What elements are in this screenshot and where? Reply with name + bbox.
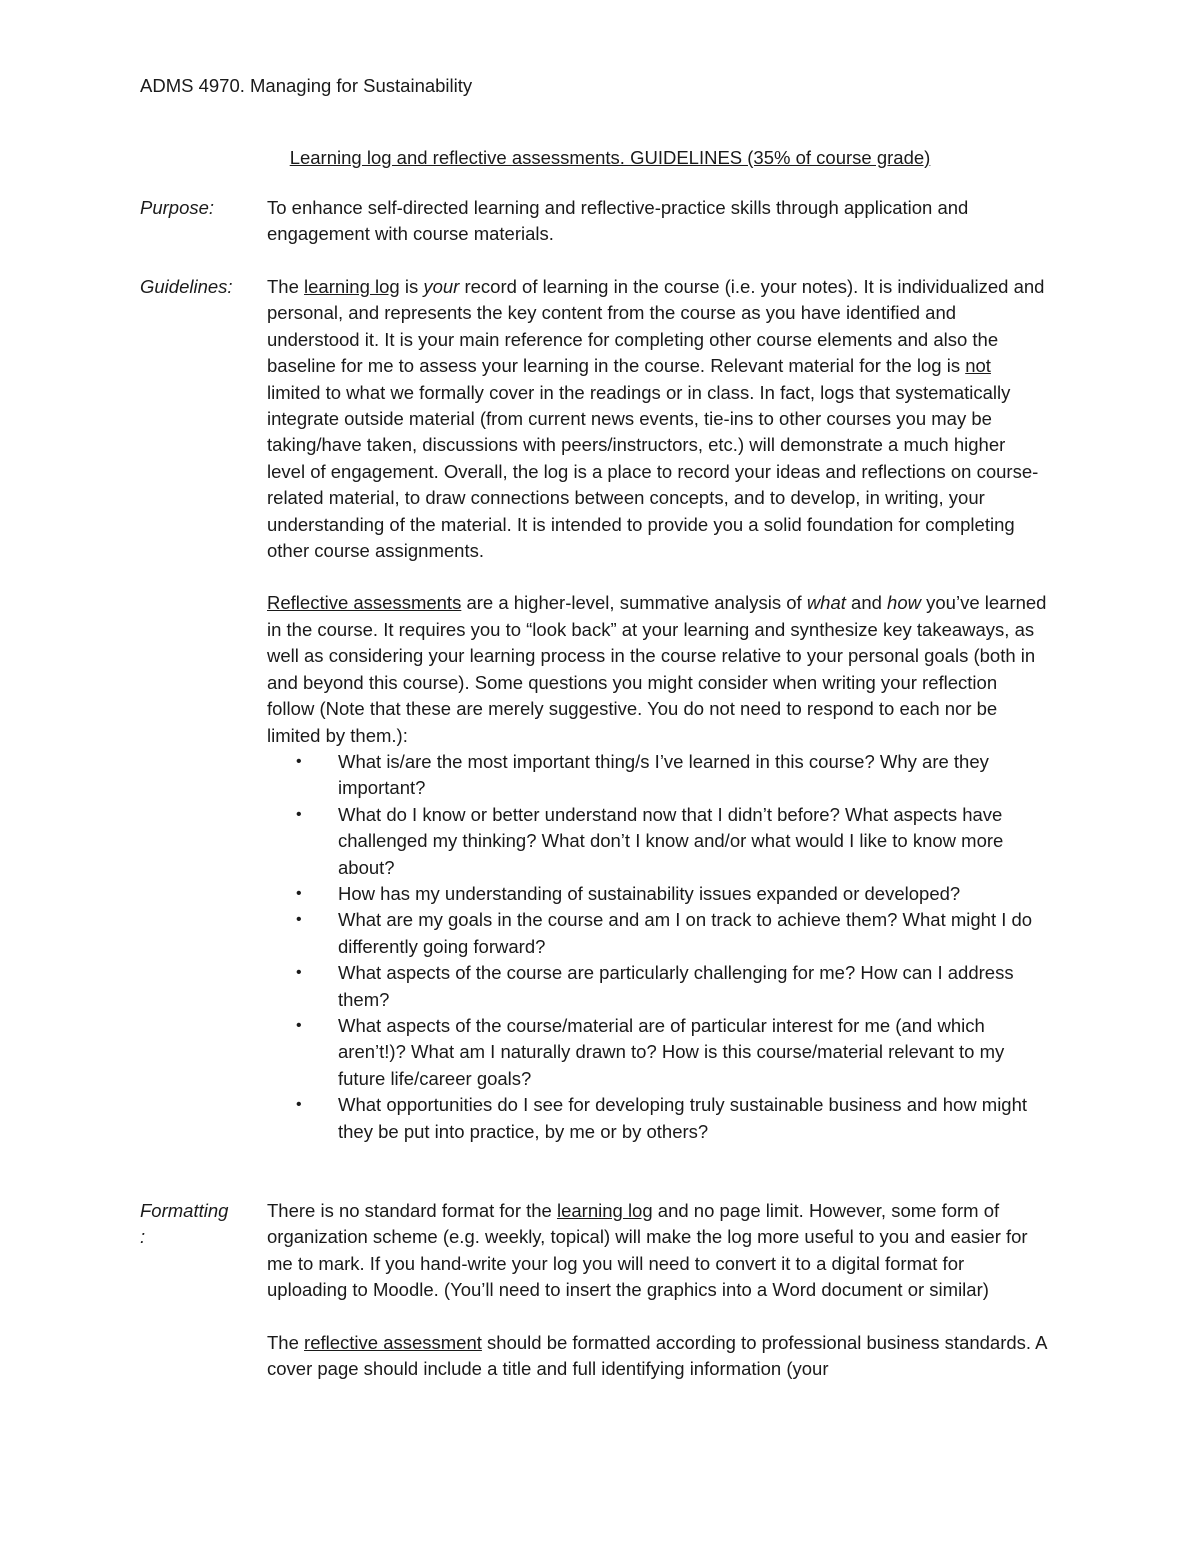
learning-log-term: learning log bbox=[304, 276, 400, 297]
reflection-questions-list bbox=[267, 749, 1047, 1145]
bullet-icon: • bbox=[296, 752, 302, 770]
formatting-assessment-paragraph: The reflective assessment should be formatted according to professional business standards. A cover page should include a title and full identifying information (your bbox=[267, 1331, 1047, 1380]
purpose-label: Purpose: bbox=[140, 197, 215, 218]
course-title: ADMS 4970. Managing for Sustainability bbox=[140, 75, 473, 96]
bullet-icon: • bbox=[296, 884, 302, 902]
list-item: • What do I know or better understand now that I didn’t before? What aspects have challenged my thinking? What don’t I know and/or what would I like to know more about? bbox=[296, 803, 1004, 878]
reflective-assessments-paragraph: Reflective assessments are a higher-level, summative analysis of what and how you’ve learned in the course. It requires you to “look back” at your learning and synthesize key takeaways, as well as considering your learning process in the course relative to your personal goals (both in and beyond this course). Some questions you might consider when writing your reflection follow (Note that these are merely suggestive. You do not need to respond to each nor be limited by them.): bbox=[267, 592, 1047, 746]
bullet-icon: • bbox=[296, 805, 302, 823]
list-item: • What opportunities do I see for developing truly sustainable business and how might they be put into practice, by me or by others? bbox=[296, 1094, 1028, 1142]
list-item: • What are my goals in the course and am I on track to achieve them? What might I do differently going forward? bbox=[296, 909, 1033, 957]
purpose-text: To enhance self-directed learning and reflective-practice skills through application and engagement with course materials. bbox=[267, 197, 969, 245]
bullet-icon: • bbox=[296, 1096, 302, 1114]
list-item: • What aspects of the course are particularly challenging for me? How can I address them? bbox=[296, 962, 1014, 1010]
formatting-log-paragraph: There is no standard format for the learning log and no page limit. However, some form of organization scheme (e.g. weekly, topical) will make the log more useful to you and easier for me to mark. If you hand-write your log you will need to convert it to a digital format for uploading to Moodle. (You’ll need to insert the graphics into a Word document or similar) bbox=[267, 1200, 1028, 1301]
guidelines-label: Guidelines: bbox=[140, 276, 233, 297]
reflective-assessments-term: Reflective assessments bbox=[267, 592, 462, 614]
list-item: • How has my understanding of sustainability issues expanded or developed? bbox=[267, 881, 1047, 907]
learning-log-paragraph: The learning log is your record of learning in the course (i.e. your notes). It is individualized and personal, and represents the key content from the course as you have identified and understood it. It is your main reference for completing other course elements and also the baseline for me to assess your learning in the course. Relevant material for the log is not limited to what we formally cover in the readings or in class. In fact, logs that systematically integrate outside material (from current news events, tie-ins to other courses you may be taking/have taken, discussions with peers/instructors, etc.) will demonstrate a much higher level of engagement. Overall, the log is a place to record your ideas and reflections on course-related material, to draw connections between concepts, and to develop, in writing, your understanding of the material. It is intended to provide you a solid foundation for completing other course assignments. bbox=[267, 276, 1045, 562]
formatting-label: Formatting : bbox=[140, 1200, 229, 1248]
not-emphasis: not bbox=[965, 355, 991, 377]
bullet-icon: • bbox=[296, 911, 302, 929]
list-item: • What aspects of the course/material are of particular interest for me (and which aren’t!)? What am I naturally drawn to? How is this course/material relevant to my future life/career goals? bbox=[296, 1014, 1005, 1089]
reflective-assessment-term: reflective assessment bbox=[304, 1331, 482, 1353]
list-item: • What is/are the most important thing/s I’ve learned in this course? Why are they important? bbox=[296, 750, 989, 799]
bullet-icon: • bbox=[296, 964, 302, 982]
document-title: Learning log and reflective assessments. GUIDELINES (35% of course grade) bbox=[289, 147, 931, 168]
bullet-icon: • bbox=[296, 1016, 302, 1034]
learning-log-term: learning log bbox=[556, 1200, 653, 1221]
